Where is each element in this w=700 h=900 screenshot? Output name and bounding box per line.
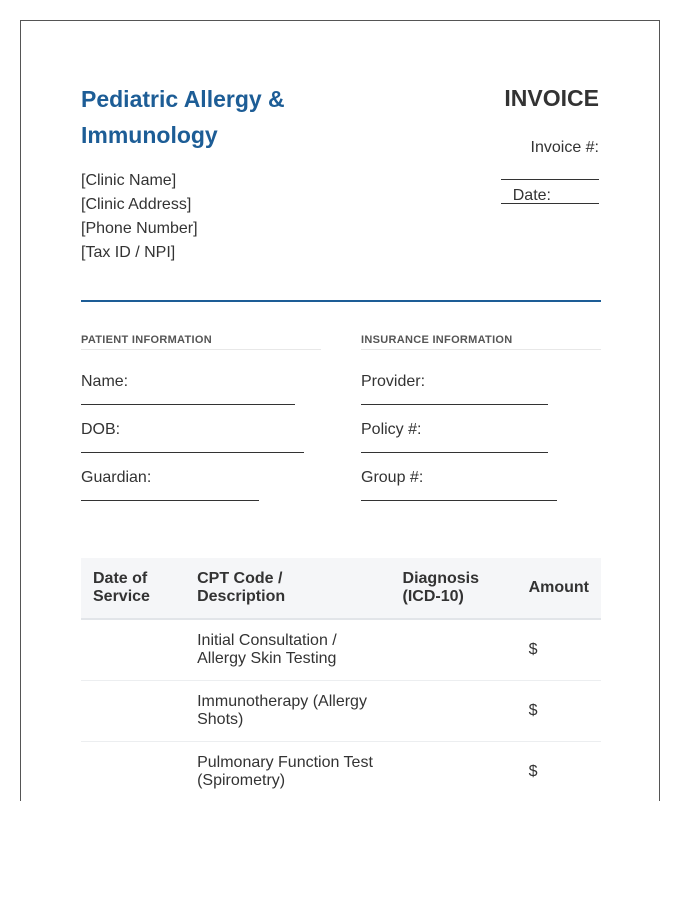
clinic-address: [Clinic Address] [81,196,192,213]
row-amount-cell[interactable]: $ [517,742,601,802]
header-cpt-description: CPT Code / Description [185,558,386,619]
invoice-title: INVOICE [504,85,599,111]
clinic-details [81,169,198,265]
table-row [81,681,601,742]
patient-section [81,334,321,494]
table-row [81,619,601,681]
invoice-number-label: Invoice #: [530,139,599,156]
table-row [81,742,601,802]
insurance-section [361,334,601,494]
patient-dob-label: DOB: [81,421,121,438]
services-header-row [81,558,601,619]
insurance-provider-label: Provider: [361,373,426,390]
row-description-cell: Initial Consultation / Allergy Skin Testing [185,619,386,681]
header-date-of-service: Date of Service [81,558,185,619]
clinic-tax-id: [Tax ID / NPI] [81,244,176,261]
header-diagnosis: Diagnosis (ICD-10) [387,558,517,619]
insurance-group-field [361,446,601,494]
row-diagnosis-cell[interactable] [387,681,517,742]
patient-name-field [81,350,321,398]
insurance-group-line[interactable] [361,500,557,501]
patient-guardian-field [81,446,321,494]
insurance-provider-field [361,350,601,398]
header-amount: Amount [517,558,601,619]
insurance-heading: INSURANCE INFORMATION [361,334,601,350]
invoice-date-field[interactable] [501,203,599,204]
row-description-cell: Pulmonary Function Test (Spirometry) [185,742,386,802]
clinic-name: [Clinic Name] [81,172,177,189]
invoice-date-label: Date: [512,187,551,204]
row-date-cell[interactable] [81,619,185,681]
row-date-cell[interactable] [81,681,185,742]
header-divider [81,300,601,302]
clinic-phone: [Phone Number] [81,220,198,237]
patient-guardian-line[interactable] [81,500,259,501]
row-amount-cell[interactable]: $ [517,619,601,681]
invoice-sheet [20,20,660,801]
row-diagnosis-cell[interactable] [387,619,517,681]
row-description-cell: Immunotherapy (Allergy Shots) [185,681,386,742]
insurance-policy-field [361,398,601,446]
patient-name-label: Name: [81,373,129,390]
insurance-group-label: Group #: [361,469,424,486]
patient-guardian-label: Guardian: [81,469,152,486]
insurance-policy-label: Policy #: [361,421,422,438]
clinic-title: Pediatric Allergy & Immunology [81,86,285,148]
row-date-cell[interactable] [81,742,185,802]
row-diagnosis-cell[interactable] [387,742,517,802]
services-table [81,558,601,801]
patient-dob-field [81,398,321,446]
patient-heading: PATIENT INFORMATION [81,334,321,350]
invoice-number-field[interactable] [501,179,599,180]
row-amount-cell[interactable]: $ [517,681,601,742]
